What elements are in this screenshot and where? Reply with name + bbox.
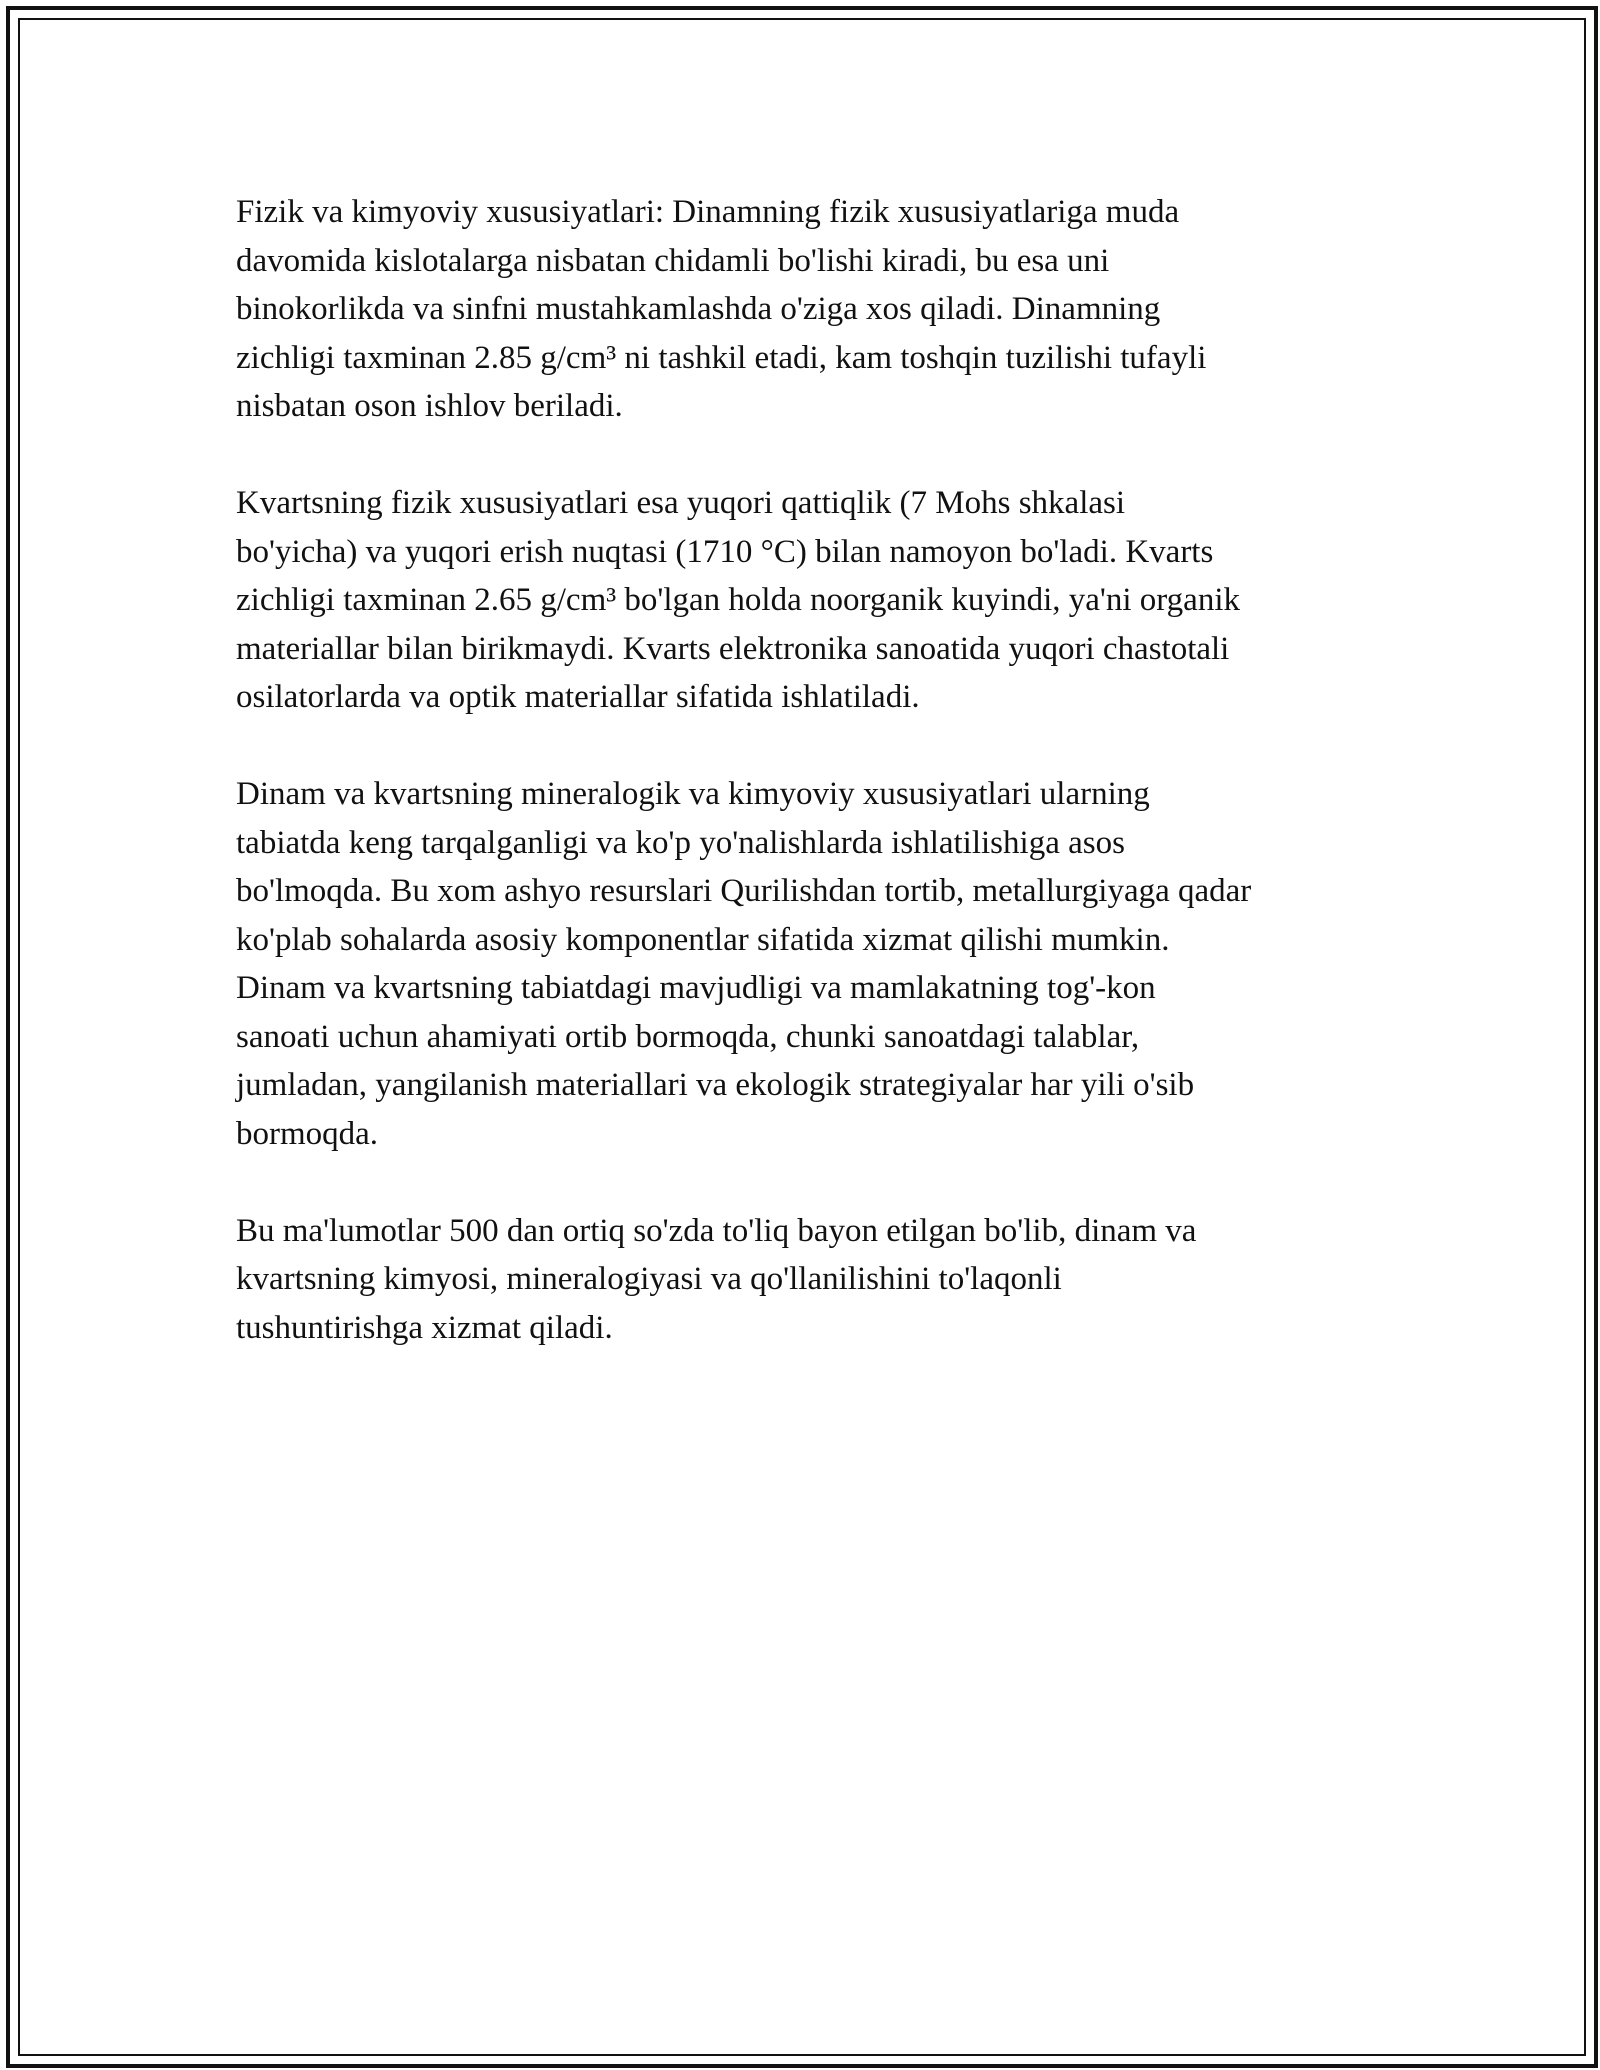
text-line: nisbatan oson ishlov beriladi. — [236, 388, 623, 424]
text-line: bormoqda. — [236, 1115, 379, 1152]
text-line: Kvartsning fizik xususiyatlari esa yuqori qattiqlik (7 Mohs shkalasi — [236, 485, 1126, 521]
text-line: zichligi taxminan 2.85 g/cm³ ni tashkil etadi, kam toshqin tuzilishi tufayli — [236, 339, 1207, 376]
paragraph-mineralogical-importance — [236, 770, 1376, 1158]
text-line: sanoati uchun ahamiyati ortib bormoqda, chunki sanoatdagi talablar, — [236, 1018, 1140, 1055]
text-line: jumladan, yangilanish materiallari va ekologik strategiyalar har yili o'sib — [236, 1067, 1195, 1103]
text-line: materiallar bilan birikmaydi. Kvarts elektronika sanoatida yuqori chastotali — [236, 630, 1230, 667]
text-line: Dinam va kvartsning tabiatdagi mavjudligi va mamlakatning tog'-kon — [236, 970, 1156, 1006]
text-line: osilatorlarda va optik materiallar sifatida ishlatiladi. — [236, 679, 920, 715]
text-line: tabiatda keng tarqalganligi va ko'p yo'nalishlarda ishlatilishiga asos — [236, 824, 1125, 861]
text-line: zichligi taxminan 2.65 g/cm³ bo'lgan holda noorganik kuyindi, ya'ni organik — [236, 582, 1240, 618]
text-line: Bu ma'lumotlar 500 dan ortiq so'zda to'liq bayon etilgan bo'lib, dinam va — [236, 1212, 1197, 1249]
text-line: Dinam va kvartsning mineralogik va kimyoviy xususiyatlari ularning — [236, 776, 1150, 812]
document-body — [236, 188, 1376, 1401]
paragraph-physical-properties-dinam — [236, 188, 1376, 431]
text-line: kvartsning kimyosi, mineralogiyasi va qo'llanilishini to'laqonli — [236, 1261, 1062, 1297]
paragraph-conclusion — [236, 1207, 1376, 1353]
text-line: bo'lmoqda. Bu xom ashyo resurslari Qurilishdan tortib, metallurgiyaga qadar — [236, 873, 1252, 909]
text-line: Fizik va kimyoviy xususiyatlari: Dinamning fizik xususiyatlariga muda — [236, 194, 1180, 230]
text-line: ko'plab sohalarda asosiy komponentlar sifatida xizmat qilishi mumkin. — [236, 921, 1170, 958]
paragraph-physical-properties-quartz — [236, 479, 1376, 722]
text-line: bo'yicha) va yuqori erish nuqtasi (1710 °C) bilan namoyon bo'ladi. Kvarts — [236, 533, 1214, 570]
text-line: tushuntirishga xizmat qiladi. — [236, 1309, 613, 1346]
text-line: davomida kislotalarga nisbatan chidamli bo'lishi kiradi, bu esa uni — [236, 242, 1110, 279]
text-line: binokorlikda va sinfni mustahkamlashda o'ziga xos qiladi. Dinamning — [236, 291, 1161, 327]
